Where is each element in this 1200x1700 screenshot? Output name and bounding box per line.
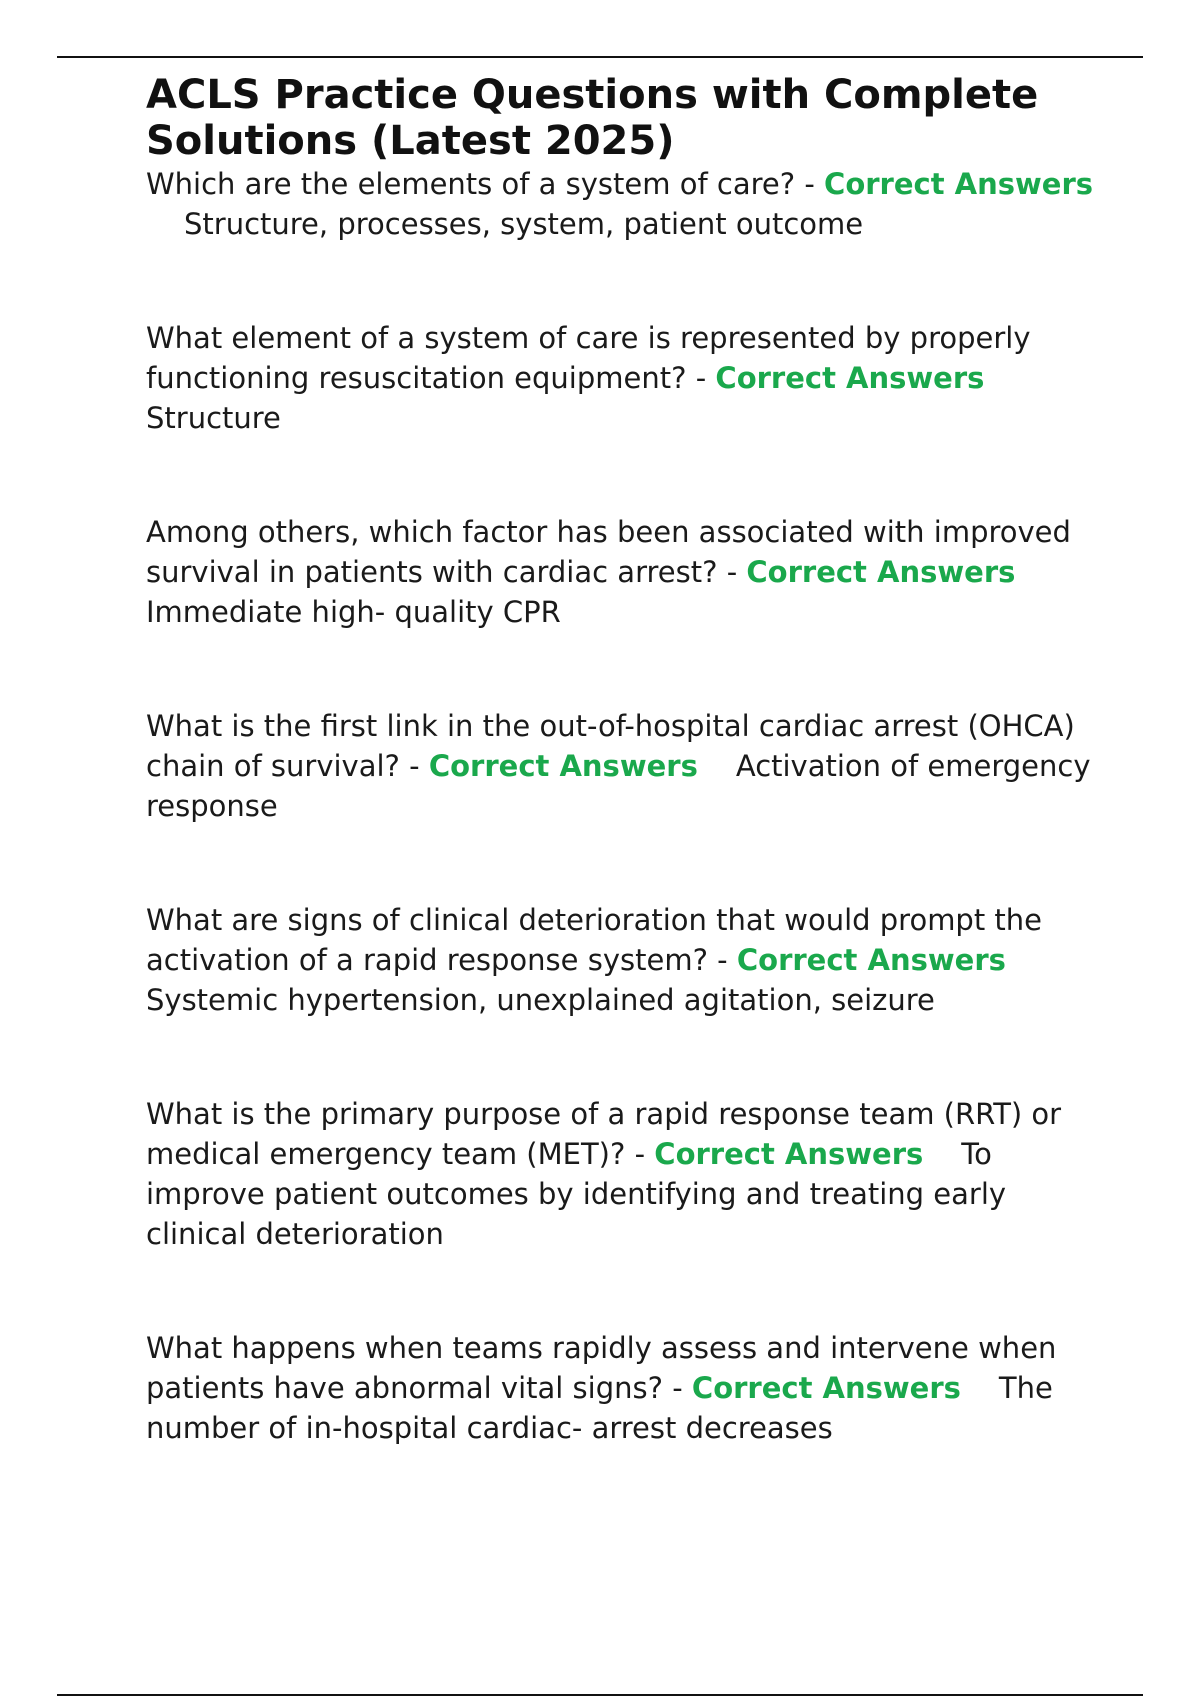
answer-text: Activation of emergency response (146, 749, 1091, 823)
correct-answers-label: Correct Answers (746, 555, 1016, 589)
answer-text: Systemic hypertension, unexplained agitation, seizure (146, 983, 935, 1017)
correct-answers-label: Correct Answers (428, 749, 698, 783)
correct-answers-label: Correct Answers (691, 1371, 961, 1405)
qa-item (146, 1094, 1096, 1254)
correct-answers-label: Correct Answers (715, 361, 985, 395)
top-rule (57, 56, 1143, 58)
document-body (146, 72, 1096, 1448)
qa-item (146, 318, 1096, 438)
qa-item (146, 512, 1096, 632)
bottom-rule (57, 1694, 1143, 1696)
correct-answers-label: Correct Answers (654, 1137, 924, 1171)
answer-text: Structure, processes, system, patient outcome (184, 207, 864, 241)
qa-item (146, 1328, 1096, 1448)
question-text: What is the primary purpose of a rapid response team (RRT) or medical emergency team (MET)? - (146, 1097, 1062, 1171)
qa-item (146, 706, 1096, 826)
qa-item (146, 900, 1096, 1020)
correct-answers-label: Correct Answers (736, 943, 1006, 977)
correct-answers-label: Correct Answers (824, 167, 1094, 201)
question-text: What happens when teams rapidly assess and intervene when patients have abnormal vital signs? - (146, 1331, 1057, 1405)
document-title: ACLS Practice Questions with Complete Solutions (Latest 2025) (146, 72, 1039, 164)
qa-item (146, 164, 1096, 244)
answer-text: To improve patient outcomes by identifying and treating early clinical deterioration (146, 1137, 1007, 1251)
answer-text: The number of in-hospital cardiac- arrest decreases (146, 1371, 1053, 1445)
answer-text: Structure (146, 401, 281, 435)
question-text: Which are the elements of a system of care? - (146, 167, 815, 201)
question-text: What are signs of clinical deterioration that would prompt the activation of a rapid response system? - (146, 903, 1043, 977)
question-text: What element of a system of care is represented by properly functioning resuscitation equipment? - (146, 321, 1031, 395)
question-text: Among others, which factor has been associated with improved survival in patients with cardiac arrest? - (146, 515, 1071, 589)
answer-text: Immediate high- quality CPR (146, 595, 561, 629)
question-text: What is the first link in the out-of-hospital cardiac arrest (OHCA) chain of survival? - (146, 709, 1075, 783)
